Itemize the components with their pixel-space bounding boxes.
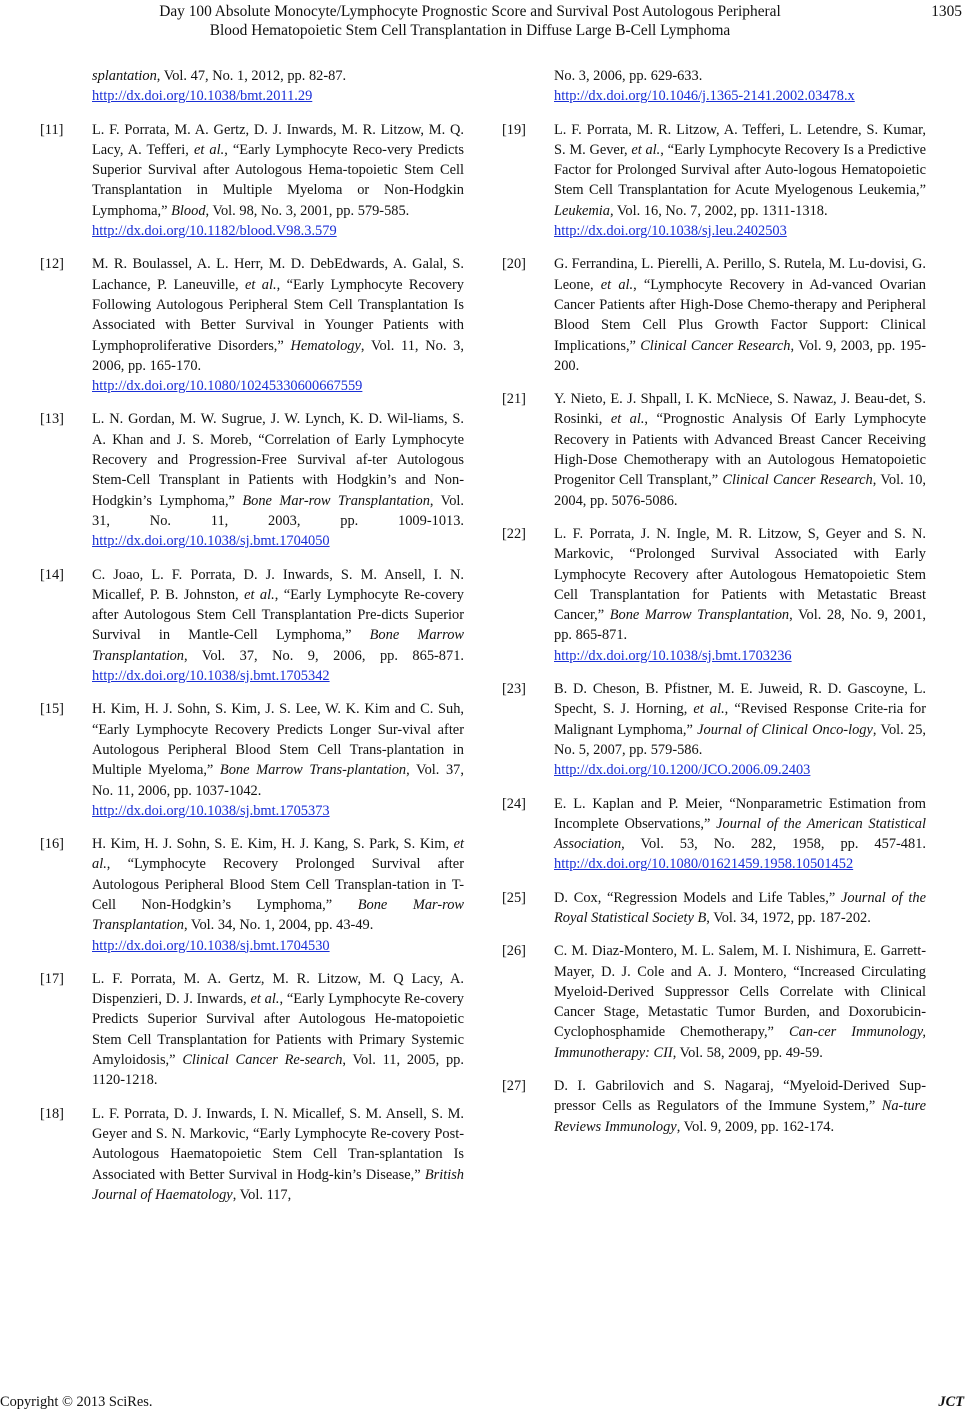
reference-title: , “Prognostic Analysis Of Early Lymphocyte Recovery in Patients with Advanced Breast Cancer Receiving High-Dose Chemotherapy with an Autologous Hematopoietic Progenitor Cell Transplant,” xyxy=(554,411,926,489)
reference-number: [19] xyxy=(502,121,526,138)
reference-details: , Vol. 31, No. 11, 2003, pp. 1009-1013. xyxy=(92,492,465,529)
reference-continuation xyxy=(92,66,464,107)
reference-doi-link[interactable]: http://dx.doi.org/10.1038/sj.bmt.1705342 xyxy=(92,668,330,685)
reference-entry xyxy=(502,679,926,780)
reference-details: , Vol. 34, 1972, pp. 187-202. xyxy=(706,909,871,926)
reference-entry xyxy=(40,1104,464,1205)
reference-entry xyxy=(502,1076,926,1137)
reference-entry xyxy=(502,888,926,929)
reference-title: “Correlation of Early Lymphocyte Recovery and Progression-Free Survival af-ter Autologous Stem-Cell Transplant in Patients with Hodgkin’s and Non-Hodgkin’s Lymphoma,” xyxy=(92,431,464,509)
page-footer xyxy=(0,1394,968,1412)
reference-details: No. 3, 2006, pp. 629-633. xyxy=(554,68,703,84)
reference-title: , “Early Lymphocyte Recovery Following Autologous Peripheral Stem Cell Transplantation Is Associated with Better Survival in Younger Patients with Lymphoproliferative Disorders,” xyxy=(92,276,464,354)
reference-journal: Hematology xyxy=(290,337,361,354)
reference-authors: H. Kim, H. J. Sohn, S. E. Kim, H. J. Kang, S. Park, S. Kim, xyxy=(92,836,454,853)
reference-number: [21] xyxy=(502,391,526,408)
reference-number: [17] xyxy=(40,970,64,987)
reference-details: , Vol. 25, No. 5, 2007, pp. 579-586. xyxy=(554,721,926,758)
reference-number: [26] xyxy=(502,943,526,960)
reference-number: [22] xyxy=(502,525,526,542)
reference-authors: E. L. Kaplan and P. Meier, xyxy=(554,795,730,812)
reference-journal: Journal of the Royal Statistical Society B xyxy=(554,889,926,926)
reference-et-al: et al. xyxy=(245,276,277,293)
reference-journal: Bone Marrow Transplantation xyxy=(92,627,465,664)
reference-list-right xyxy=(502,120,926,1137)
journal-abbreviation: JCT xyxy=(938,1394,964,1410)
reference-details: , Vol. 37, No. 11, 2006, pp. 1037-1042. xyxy=(92,762,464,799)
reference-number: [14] xyxy=(40,566,64,583)
reference-et-al: et al. xyxy=(193,141,225,158)
reference-list-left xyxy=(40,120,464,1206)
reference-journal: Bone Marrow Trans-plantation xyxy=(219,762,407,779)
reference-doi-link[interactable]: http://dx.doi.org/10.1182/blood.V98.3.579 xyxy=(92,223,337,240)
reference-journal: Journal of the American Statistical Association xyxy=(554,815,926,853)
reference-continuation xyxy=(554,66,926,107)
reference-journal: Clinical Cancer Research xyxy=(722,472,873,489)
reference-et-al: et al. xyxy=(600,276,634,293)
reference-entry xyxy=(40,834,464,956)
reference-entry xyxy=(40,565,464,687)
reference-details: , Vol. 98, No. 3, 2001, pp. 579-585. xyxy=(205,202,410,219)
reference-details: , Vol. 47, No. 1, 2012, pp. 82-87. xyxy=(156,68,347,84)
reference-journal: Can-cer Immunology, Immunotherapy: CII xyxy=(554,1024,926,1061)
right-column xyxy=(502,66,926,1150)
reference-journal: Clinical Cancer Re-search xyxy=(182,1052,343,1069)
reference-authors: H. Kim, H. J. Sohn, S. Kim, J. S. Lee, W. K. Kim and C. Suh, xyxy=(92,701,464,718)
reference-journal: Na-ture Reviews Immunology xyxy=(554,1098,926,1135)
reference-journal: Bone Mar-row Transplantation xyxy=(242,492,430,509)
reference-journal: Bone Mar-row Transplantation xyxy=(92,896,464,934)
left-column xyxy=(40,66,464,1218)
reference-title: , “Early Lymphocyte Re-covery after Autologous Stem Cell Transplantation Pre-dicts Superior Survival in Mantle-Cell Lymphoma,” xyxy=(92,586,465,644)
reference-doi-link[interactable]: http://dx.doi.org/10.1038/sj.bmt.1705373 xyxy=(92,802,330,819)
reference-doi-link[interactable]: http://dx.doi.org/10.1038/sj.bmt.1704530 xyxy=(92,937,330,954)
reference-journal: Clinical Cancer Research xyxy=(640,337,791,354)
reference-title: , “Lymphocyte Recovery Prolonged Survival after Autologous Peripheral Blood Stem Cell Transplan-tation in T-Cell Non-Hodgkin’s Lymphoma,” xyxy=(92,856,464,913)
reference-title: “Prolonged Survival Associated with Early Lymphocyte Recovery after Autologous Hematopoietic Stem Cell Transplantation for Patients with Metastatic Breast Cancer,” xyxy=(554,546,926,624)
reference-authors: L. F. Porrata, M. R. Litzow, A. Tefferi, L. Letendre, S. Kumar, S. M. Gever, xyxy=(554,121,926,158)
reference-title: “Regression Models and Life Tables,” xyxy=(607,889,841,906)
reference-journal: Journal of Clinical Onco-logy xyxy=(697,721,873,738)
reference-title: “Early Lymphocyte Re-covery Post-Autologous Haematopoietic Stem Cell Tran-splantation Is Associated with Better Survival in Hodg-kin’s Disease,” xyxy=(92,1125,464,1183)
reference-doi-link[interactable]: http://dx.doi.org/10.1038/sj.leu.2402503 xyxy=(554,223,787,240)
reference-et-al: et al. xyxy=(693,701,725,718)
reference-entry xyxy=(40,969,464,1091)
reference-details: , Vol. 58, 2009, pp. 49-59. xyxy=(672,1044,823,1061)
reference-details: , Vol. 34, No. 1, 2004, pp. 43-49. xyxy=(183,917,374,934)
running-title-line-2: Blood Hematopoietic Stem Cell Transplantation in Diffuse Large B-Cell Lymphoma xyxy=(209,22,731,39)
reference-entry xyxy=(502,120,926,242)
reference-details: , Vol. 9, 2003, pp. 195-200. xyxy=(554,337,927,374)
copyright-notice: Copyright © 2013 SciRes. xyxy=(0,1394,153,1410)
reference-doi-link[interactable]: http://dx.doi.org/10.1038/sj.bmt.1703236 xyxy=(554,647,792,664)
reference-number: [25] xyxy=(502,889,526,906)
reference-journal: splantation xyxy=(92,68,157,84)
reference-authors: B. D. Cheson, B. Pfistner, M. E. Juweid, R. D. Gascoyne, L. Specht, S. J. Horning, xyxy=(554,681,926,718)
reference-number: [15] xyxy=(40,701,64,718)
reference-number: [18] xyxy=(40,1105,64,1122)
reference-number: [20] xyxy=(502,256,526,273)
reference-doi-link[interactable]: http://dx.doi.org/10.1200/JCO.2006.09.2403 xyxy=(554,762,811,779)
reference-authors: L. F. Porrata, D. J. Inwards, I. N. Micallef, S. M. Ansell, S. M. Geyer and S. N. Markovic, xyxy=(92,1105,464,1142)
reference-et-al: et al. xyxy=(631,141,661,158)
reference-et-al: et al. xyxy=(92,836,464,873)
reference-title: , “Lymphocyte Recovery in Ad-vanced Ovarian Cancer Patients after High-Dose Chemo-therapy and Peripheral Blood Stem Cell Plus Growth Factor Support: Clinical Implications,” xyxy=(554,276,926,354)
reference-et-al: et al. xyxy=(250,991,280,1008)
reference-entry xyxy=(502,941,926,1063)
reference-title: “Early Lymphocyte Recovery Predicts Longer Sur-vival after Autologous Peripheral Blood Stem Cell Trans-plantation in Multiple Myeloma,” xyxy=(92,721,464,779)
reference-number: [16] xyxy=(40,836,64,853)
reference-doi-link[interactable]: http://dx.doi.org/10.1046/j.1365-2141.2002.03478.x xyxy=(554,88,855,105)
page-header xyxy=(0,2,968,42)
reference-entry xyxy=(502,389,926,511)
reference-entry xyxy=(40,409,464,551)
reference-details: , Vol. 11, No. 3, 2006, pp. 165-170. xyxy=(92,337,464,374)
reference-entry xyxy=(40,120,464,242)
reference-details: , Vol. 10, 2004, pp. 5076-5086. xyxy=(554,472,926,509)
reference-title: “Increased Circulating Myeloid-Derived Suppressor Cells Correlate with Clinical Cancer Stage, Metastatic Tumor Burden, and Doxorubicin-Cyclophosphamide Chemotherapy,” xyxy=(554,963,927,1041)
reference-journal: British Journal of Haematology xyxy=(92,1166,464,1203)
reference-number: [27] xyxy=(502,1078,526,1095)
reference-authors: M. R. Boulassel, A. L. Herr, M. D. DebEdwards, A. Galal, S. Lachance, P. Laneuville, xyxy=(92,256,464,293)
reference-entry xyxy=(502,524,926,666)
reference-authors: L. F. Porrata, M. A. Gertz, M. R. Litzow, M. Q Lacy, A. Dispenzieri, D. J. Inwards, xyxy=(92,970,464,1008)
reference-title: , “Early Lymphocyte Recovery Is a Predictive Factor for Prolonged Survival after Auto-logous Hematopoietic Stem Cell Transplantation for Acute Myelogenous Leukemia,” xyxy=(554,141,926,199)
reference-details: , Vol. 11, 2005, pp. 1120-1218. xyxy=(92,1052,464,1089)
reference-authors: D. Cox, xyxy=(554,889,608,906)
reference-number: [11] xyxy=(40,121,64,138)
reference-title: , “Early Lymphocyte Reco-very Predicts Superior Survival after Autologous Hema-topoietic Stem Cell Transplantation in Multiple Myeloma or Non-Hodgkin Lymphoma,” xyxy=(92,141,464,219)
reference-doi-link[interactable]: http://dx.doi.org/10.1038/sj.bmt.1704050 xyxy=(92,533,330,550)
reference-title: “Myeloid-Derived Sup-pressor Cells as Regulators of the Immune System,” xyxy=(554,1078,927,1115)
reference-title: , “Early Lymphocyte Re-covery Predicts Superior Survival after Autologous He-matopoietic Stem Cell Transplantation for Patients with Primary Systemic Amyloidosis,” xyxy=(92,991,465,1069)
reference-details: , Vol. 117, xyxy=(232,1186,292,1203)
reference-details: , Vol. 53, No. 282, 1958, pp. 457-481. xyxy=(621,836,926,853)
reference-et-al: et al. xyxy=(610,411,645,428)
reference-authors: C. Joao, L. F. Porrata, D. J. Inwards, S. M. Ansell, I. N. Micallef, P. B. Johnston, xyxy=(92,566,464,603)
reference-doi-link[interactable]: http://dx.doi.org/10.1080/10245330600667559 xyxy=(92,378,363,395)
reference-entry xyxy=(502,794,926,875)
reference-number: [24] xyxy=(502,795,526,812)
reference-title: , “Revised Response Crite-ria for Malignant Lymphoma,” xyxy=(554,701,926,738)
reference-authors: D. I. Gabrilovich and S. Nagaraj, xyxy=(554,1078,784,1095)
page-number: 1305 xyxy=(931,3,962,20)
reference-number: [13] xyxy=(40,411,64,428)
reference-authors: L. N. Gordan, M. W. Sugrue, J. W. Lynch, K. D. Wil-liams, S. A. Khan and J. S. Moreb, xyxy=(92,411,464,448)
reference-journal: Blood xyxy=(171,202,206,219)
reference-details: , Vol. 16, No. 7, 2002, pp. 1311-1318. xyxy=(609,202,828,219)
reference-authors: Y. Nieto, E. J. Shpall, I. K. McNiece, S. Nawaz, J. Beau-det, S. Rosinki, xyxy=(554,391,926,428)
reference-entry xyxy=(40,699,464,821)
running-title-line-1: Day 100 Absolute Monocyte/Lymphocyte Prognostic Score and Survival Post Autologous Peripheral xyxy=(159,3,781,20)
reference-entry xyxy=(502,254,926,376)
reference-journal: Leukemia xyxy=(554,202,610,219)
reference-title: “Nonparametric Estimation from Incomplete Observations,” xyxy=(554,795,926,832)
reference-authors: L. F. Porrata, M. A. Gertz, D. J. Inwards, M. R. Litzow, M. Q. Lacy, A. Tefferi, xyxy=(92,121,464,158)
reference-details: , Vol. 37, No. 9, 2006, pp. 865-871. xyxy=(183,647,464,664)
reference-authors: L. F. Porrata, J. N. Ingle, M. R. Litzow, S, Geyer and S. N. Markovic, xyxy=(554,525,926,563)
reference-journal: Bone Marrow Transplantation xyxy=(609,607,790,624)
reference-entry xyxy=(40,254,464,396)
reference-authors: C. M. Diaz-Montero, M. L. Salem, M. I. Nishimura, E. Garrett-Mayer, D. J. Cole and A. J. Montero, xyxy=(554,943,926,980)
reference-number: [23] xyxy=(502,681,526,698)
reference-doi-link[interactable]: http://dx.doi.org/10.1038/bmt.2011.29 xyxy=(92,88,313,105)
reference-details: , Vol. 28, No. 9, 2001, pp. 865-871. xyxy=(554,607,927,644)
reference-number: [12] xyxy=(40,256,64,273)
reference-details: , Vol. 9, 2009, pp. 162-174. xyxy=(676,1118,835,1135)
reference-et-al: et al. xyxy=(244,586,275,603)
reference-doi-link[interactable]: http://dx.doi.org/10.1080/01621459.1958.10501452 xyxy=(554,856,854,873)
reference-authors: G. Ferrandina, L. Pierelli, A. Perillo, S. Rutela, M. Lu-dovisi, G. Leone, xyxy=(554,256,926,293)
